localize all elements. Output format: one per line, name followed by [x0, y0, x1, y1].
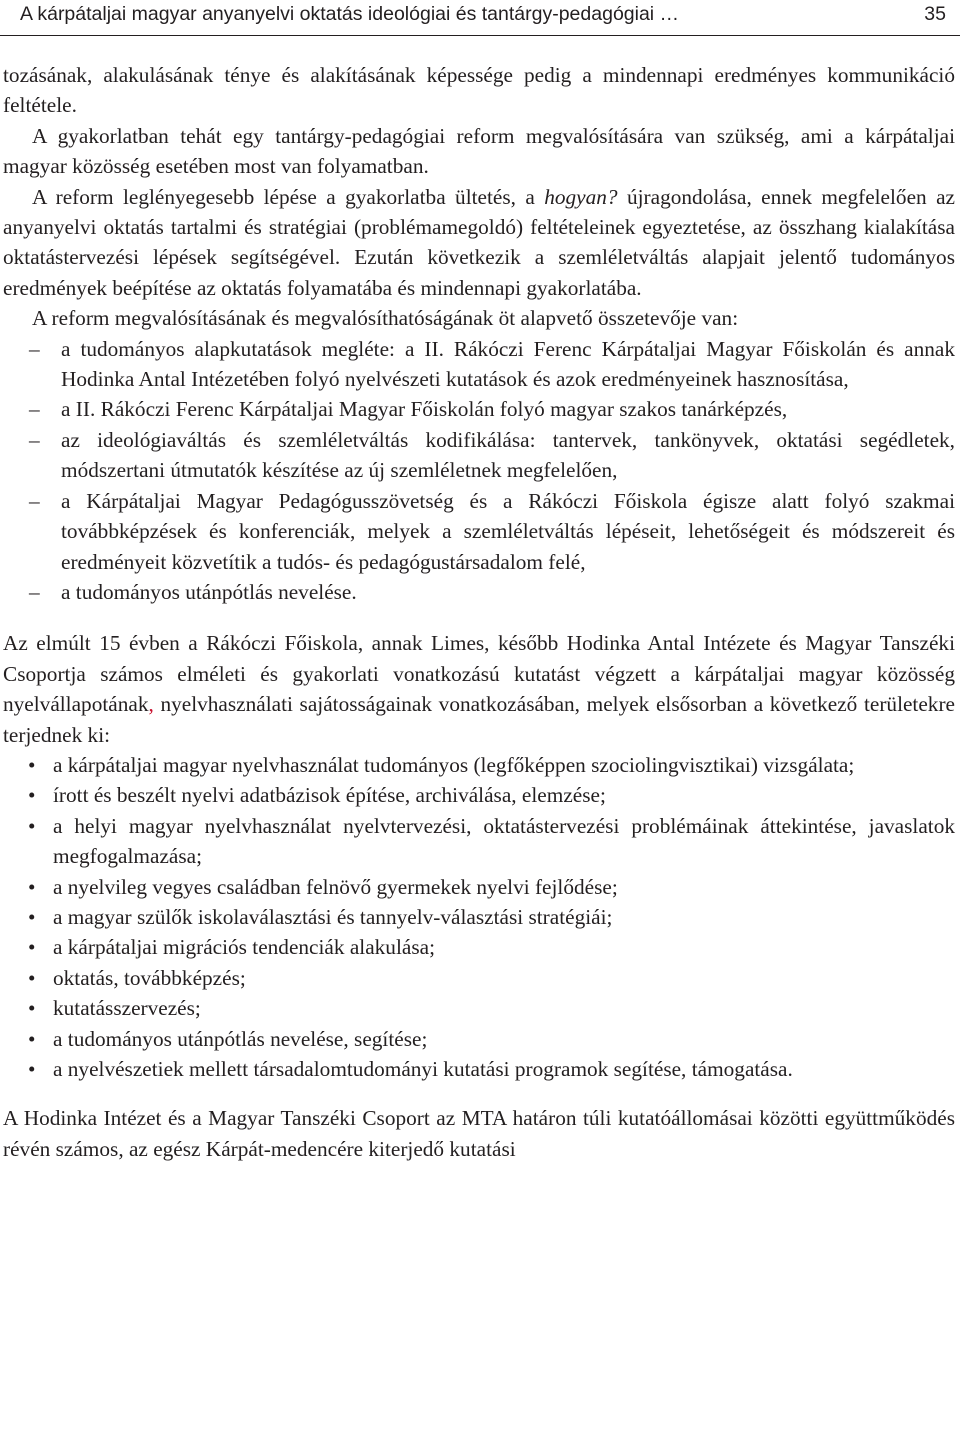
running-header	[20, 0, 946, 28]
bullet-marker: •	[28, 783, 36, 808]
dash-marker: –	[29, 488, 40, 513]
list-item	[3, 394, 955, 424]
list-item	[3, 902, 955, 932]
list-item-text: írott és beszélt nyelvi adatbázisok építése, archiválása, elemzése;	[53, 783, 606, 808]
list-item-text: a kárpátaljai migrációs tendenciák alakulása;	[53, 935, 435, 960]
list-item	[3, 425, 955, 486]
list-item-text: a tudományos utánpótlás nevelése.	[61, 579, 357, 604]
list-item-text: a magyar szülők iskolaválasztási és tannyelv-választási stratégiái;	[53, 904, 613, 929]
bullet-marker: •	[28, 752, 36, 777]
dash-marker: –	[29, 397, 40, 422]
list-item-text: a nyelvészetiek mellett társadalomtudományi kutatási programok segítése, támogatása.	[53, 1057, 793, 1081]
list-item	[3, 872, 955, 902]
header-rule	[0, 35, 960, 36]
list-item-text: a tudományos utánpótlás nevelése, segítése;	[53, 1026, 428, 1051]
bullet-marker: •	[28, 1057, 36, 1081]
dash-marker: –	[29, 427, 40, 452]
bullet-marker: •	[28, 904, 36, 929]
dash-marker: –	[29, 579, 40, 604]
paragraph-continuation: tozásának, alakulásának ténye és alakításának képessége pedig a mindennapi eredményes kommunikáció feltétele.	[3, 63, 955, 118]
paragraph-research-areas	[3, 628, 955, 750]
bullet-list	[3, 750, 955, 1084]
bullet-marker: •	[28, 813, 36, 838]
paragraph-cooperation: A Hodinka Intézet és a Magyar Tanszéki Csoport az MTA határon túli kutatóállomásai közötti együttműködés révén számos, az egész Kárpát-medencére kiterjedő kutatási	[3, 1106, 955, 1161]
list-item-text: az ideológiaváltás és szemléletváltás kodifikálása: tantervek, tankönyvek, oktatási segédletek, módszertani útmutatók készítése az új szemléletnek megfelelően,	[61, 427, 955, 483]
page-body	[3, 60, 955, 1164]
paragraph-components-intro: A reform megvalósításának és megvalósíthatóságának öt alapvető összetevője van:	[32, 306, 739, 331]
bullet-marker: •	[28, 965, 36, 990]
dash-marker: –	[29, 336, 40, 361]
text-run: A reform leglényegesebb lépése a gyakorlatba ültetés, a	[32, 184, 545, 209]
list-item	[3, 486, 955, 577]
page-number: 35	[924, 2, 946, 25]
bullet-marker: •	[28, 935, 36, 960]
list-item	[3, 993, 955, 1023]
highlighted-comma: ,	[148, 692, 154, 717]
bullet-marker: •	[28, 1026, 36, 1051]
text-run: újragondolása, ennek megfelelően az anyanyelvi oktatás tartalmi és stratégiai (problémamegoldó) feltételeinek egyeztetése, az összhang kialakítása oktatástervezési lépések segítségével. Ezután következik a szemléletváltás alapjait jelentő tudományos eredmények beépítése az oktatás folyamatába és mindennapi gyakorlatába.	[3, 184, 955, 300]
text-run: Az elmúlt 15 évben a Rákóczi Főiskola, annak Limes, később Hodinka Antal Intézete és Magyar Tanszéki Csoportja számos elméleti és gyakorlati vonatkozású kutatást végzett a kárpátaljai magyar közösség nyelvállapotának	[3, 631, 955, 717]
text-run: nyelvhasználati sajátosságainak vonatkozásában, melyek elsősorban a következő területekre terjednek ki:	[3, 692, 955, 747]
dash-list	[3, 334, 955, 608]
list-item	[3, 1054, 955, 1084]
italic-term: hogyan?	[544, 184, 618, 209]
list-item	[3, 577, 955, 607]
list-item	[3, 1024, 955, 1054]
list-item-text: a kárpátaljai magyar nyelvhasználat tudományos (legfőképpen szociolingvisztikai) vizsgálata;	[53, 752, 855, 777]
list-item-text: a helyi magyar nyelvhasználat nyelvtervezési, oktatástervezési problémáinak áttekintése, javaslatok megfogalmazása;	[53, 813, 955, 869]
list-item	[3, 750, 955, 780]
bullet-marker: •	[28, 996, 36, 1021]
list-item-text: a Kárpátaljai Magyar Pedagógusszövetség és a Rákóczi Főiskola égisze alatt folyó szakmai továbbképzések és konferenciák, melyek a szemléletváltás lépéseit, lehetőségeit és módszereit és eredményeit közvetítik a tudós- és pedagógustársadalom felé,	[61, 488, 955, 574]
running-title: A kárpátaljai magyar anyanyelvi oktatás ideológiai és tantárgy-pedagógiai …	[20, 2, 680, 25]
list-item-text: oktatás, továbbképzés;	[53, 965, 246, 990]
list-item	[3, 963, 955, 993]
list-item	[3, 334, 955, 395]
list-item-text: kutatásszervezés;	[53, 996, 201, 1021]
paragraph-reform-step	[3, 182, 955, 304]
paragraph-reform-need: A gyakorlatban tehát egy tantárgy-pedagógiai reform megvalósítására van szükség, ami a kárpátaljai magyar közösség esetében most van folyamatban.	[3, 123, 955, 179]
list-item	[3, 811, 955, 872]
list-item	[3, 780, 955, 810]
list-item-text: a II. Rákóczi Ferenc Kárpátaljai Magyar Főiskolán folyó magyar szakos tanárképzés,	[61, 397, 788, 422]
bullet-marker: •	[28, 874, 36, 899]
list-item-text: a nyelvileg vegyes családban felnövő gyermekek nyelvi fejlődése;	[53, 874, 618, 899]
list-item	[3, 932, 955, 962]
list-item-text: a tudományos alapkutatások megléte: a II. Rákóczi Ferenc Kárpátaljai Magyar Főiskolán és annak Hodinka Antal Intézetében folyó nyelvészeti kutatások és azok eredményeinek hasznosítása,	[61, 336, 955, 392]
